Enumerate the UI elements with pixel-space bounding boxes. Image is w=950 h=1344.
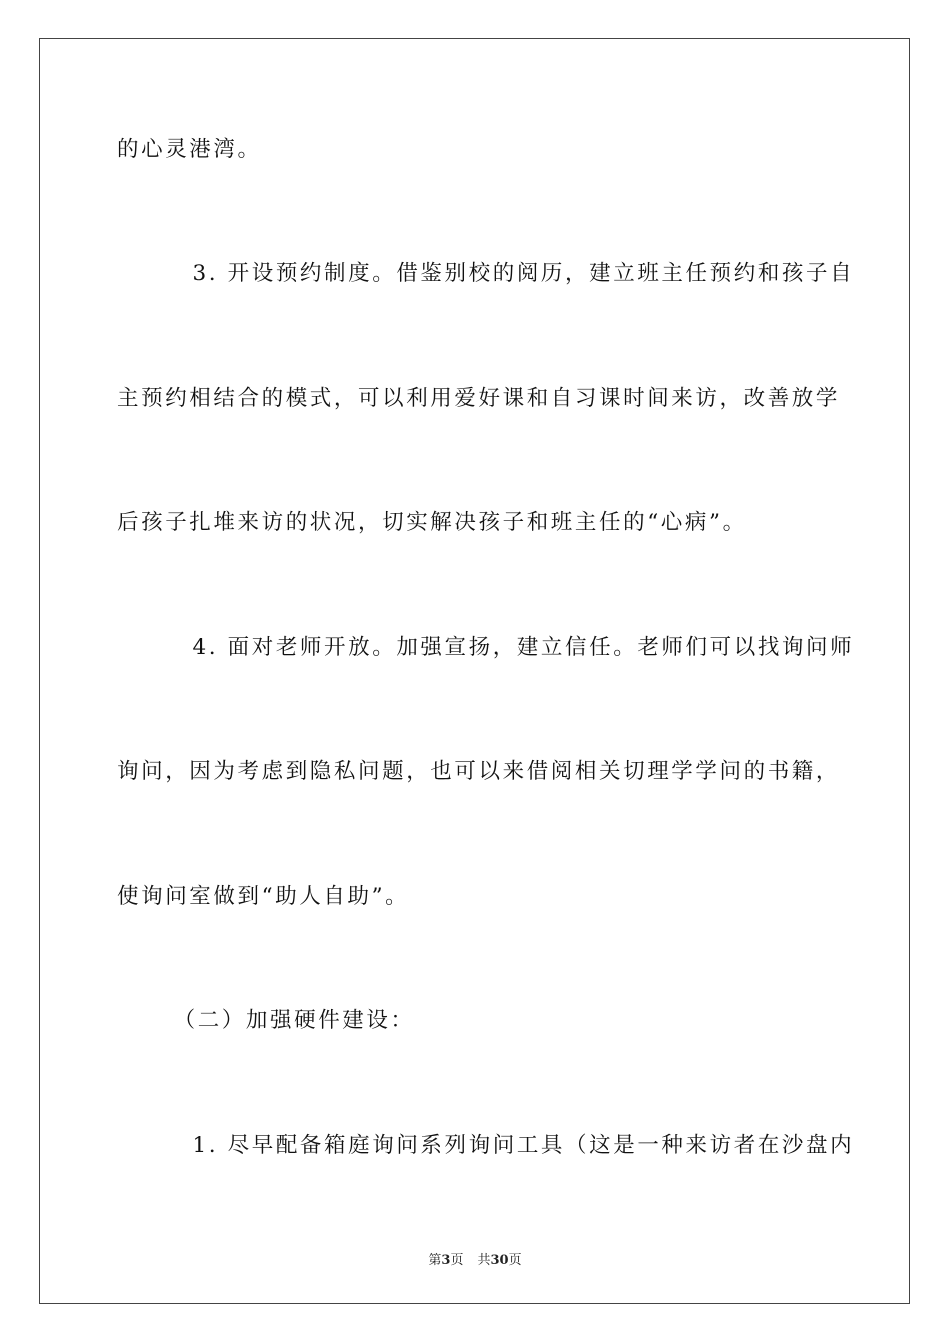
footer-total-suffix: 页	[508, 1253, 522, 1268]
footer-page-suffix: 页	[450, 1253, 464, 1268]
footer-page-number: 3	[441, 1253, 451, 1268]
body-text-line-8: （二）加强硬件建设：	[117, 1008, 415, 1033]
body-text-line-9: 1. 尽早配备箱庭询问系列询问工具（这是一种来访者在沙盘内	[117, 1133, 855, 1158]
body-text-line-2: 3. 开设预约制度。借鉴别校的阅历，建立班主任预约和孩子自	[117, 261, 855, 286]
body-text-line-4: 后孩子扎堆来访的状况，切实解决孩子和班主任的“心病”。	[117, 510, 747, 535]
body-text-line-3: 主预约相结合的模式，可以利用爱好课和自习课时间来访，改善放学	[117, 386, 841, 411]
body-text-line-6: 询问，因为考虑到隐私问题，也可以来借阅相关切理学学问的书籍，	[117, 759, 841, 784]
body-text-line-1: 的心灵港湾。	[117, 137, 262, 162]
body-text-line-5: 4. 面对老师开放。加强宣扬，建立信任。老师们可以找询问师	[117, 635, 855, 660]
footer-total-prefix: 共	[477, 1253, 491, 1268]
footer-page-prefix: 第	[428, 1253, 442, 1268]
body-text-line-7: 使询问室做到“助人自助”。	[117, 884, 410, 909]
footer-total-number: 30	[490, 1253, 509, 1268]
page-border	[39, 38, 910, 1304]
page-footer	[0, 1249, 950, 1268]
